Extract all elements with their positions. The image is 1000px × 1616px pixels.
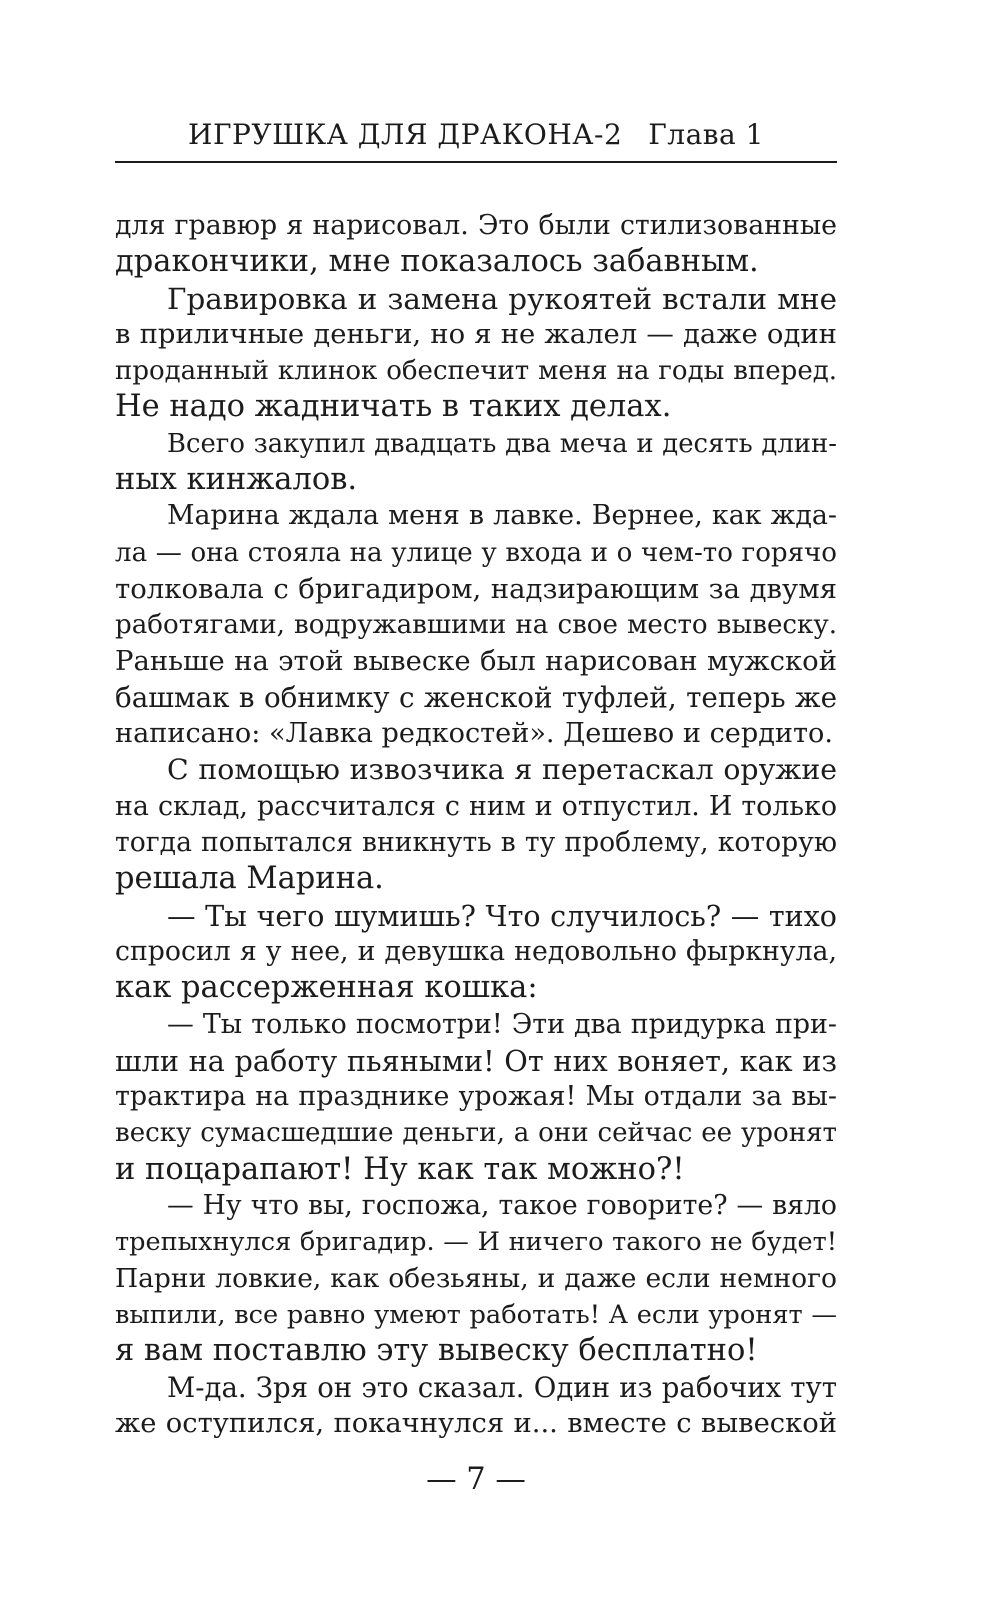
text-line: шли на работу пьяными! От них воняет, как из: [115, 1043, 837, 1078]
text-line: башмак в обнимку с женской туфлей, теперь же: [115, 680, 837, 714]
header-rule: [115, 161, 837, 163]
body-text: [115, 208, 837, 1442]
text-line: С помощью извозчика я перетаскал оружие: [167, 753, 837, 787]
text-line: ных кинжалов.: [115, 462, 358, 498]
text-line: — Ты только посмотри! Эти два придурка при-: [167, 1008, 837, 1040]
text-line: дракончики, мне показалось забавным.: [115, 244, 759, 280]
text-line: на склад, рассчитался с ним и отпустил. И только: [115, 790, 837, 822]
text-line: ла — она стояла на улице у входа и о чем-то горячо: [115, 537, 837, 568]
text-line: трактира на празднике урожая! Мы отдали за вы-: [115, 1081, 837, 1113]
text-line: Не надо жадничать в таких делах.: [115, 389, 672, 425]
text-line: тогда попытался вникнуть в ту проблему, которую: [115, 827, 837, 859]
text-line: — Ты чего шумишь? Что случилось? — тихо: [167, 898, 837, 933]
text-line: спросил я у нее, и девушка недовольно фыркнула,: [115, 935, 837, 967]
text-line: толковала с бригадиром, надзирающим за двумя: [115, 572, 837, 605]
text-line: Гравировка и замена рукоятей встали мне: [167, 281, 837, 316]
text-line: как рассерженная кошка:: [115, 970, 538, 1006]
text-line: Марина ждала меня в лавке. Вернее, как жда-: [167, 500, 837, 532]
text-line: в приличные деньги, но я не жалел — даже один: [115, 318, 837, 350]
text-line: проданный клинок обеспечит меня на годы вперед.: [115, 356, 837, 387]
text-line: и поцарапают! Ну как так можно?!: [115, 1151, 685, 1187]
text-line: Парни ловкие, как обезьяны, и даже если немного: [115, 1262, 837, 1294]
text-line: решала Марина.: [115, 861, 384, 897]
chapter-label: Глава 1: [648, 118, 764, 151]
text-line: написано: «Лавка редкостей». Дешево и сердито.: [115, 718, 833, 750]
text-line: трепыхнулся бригадир. — И ничего такого не будет!: [115, 1227, 837, 1258]
text-line: веску сумасшедшие деньги, а они сейчас ее уронят: [115, 1118, 837, 1149]
running-head: [115, 118, 837, 151]
text-line: я вам поставлю эту вывеску бесплатно!: [115, 1333, 758, 1369]
text-line: выпили, все равно умеют работать! А если уронят —: [115, 1299, 837, 1330]
text-line: работягами, водружавшими на свое место вывеску.: [115, 610, 837, 641]
book-title: ИГРУШКА ДЛЯ ДРАКОНА-2: [188, 118, 623, 151]
page-number: — 7 —: [426, 1462, 526, 1497]
text-line: же оступился, покачнулся и... вместе с вывеской: [115, 1407, 837, 1439]
text-line: Раньше на этой вывеске был нарисован мужской: [115, 645, 837, 677]
text-line: — Ну что вы, госпожа, такое говорите? — вяло: [167, 1190, 837, 1222]
text-line: для гравюр я нарисовал. Это были стилизованные: [115, 210, 837, 241]
text-line: М-да. Зря он это сказал. Один из рабочих тут: [167, 1371, 837, 1404]
text-line: Всего закупил двадцать два меча и десять длин-: [167, 428, 837, 459]
